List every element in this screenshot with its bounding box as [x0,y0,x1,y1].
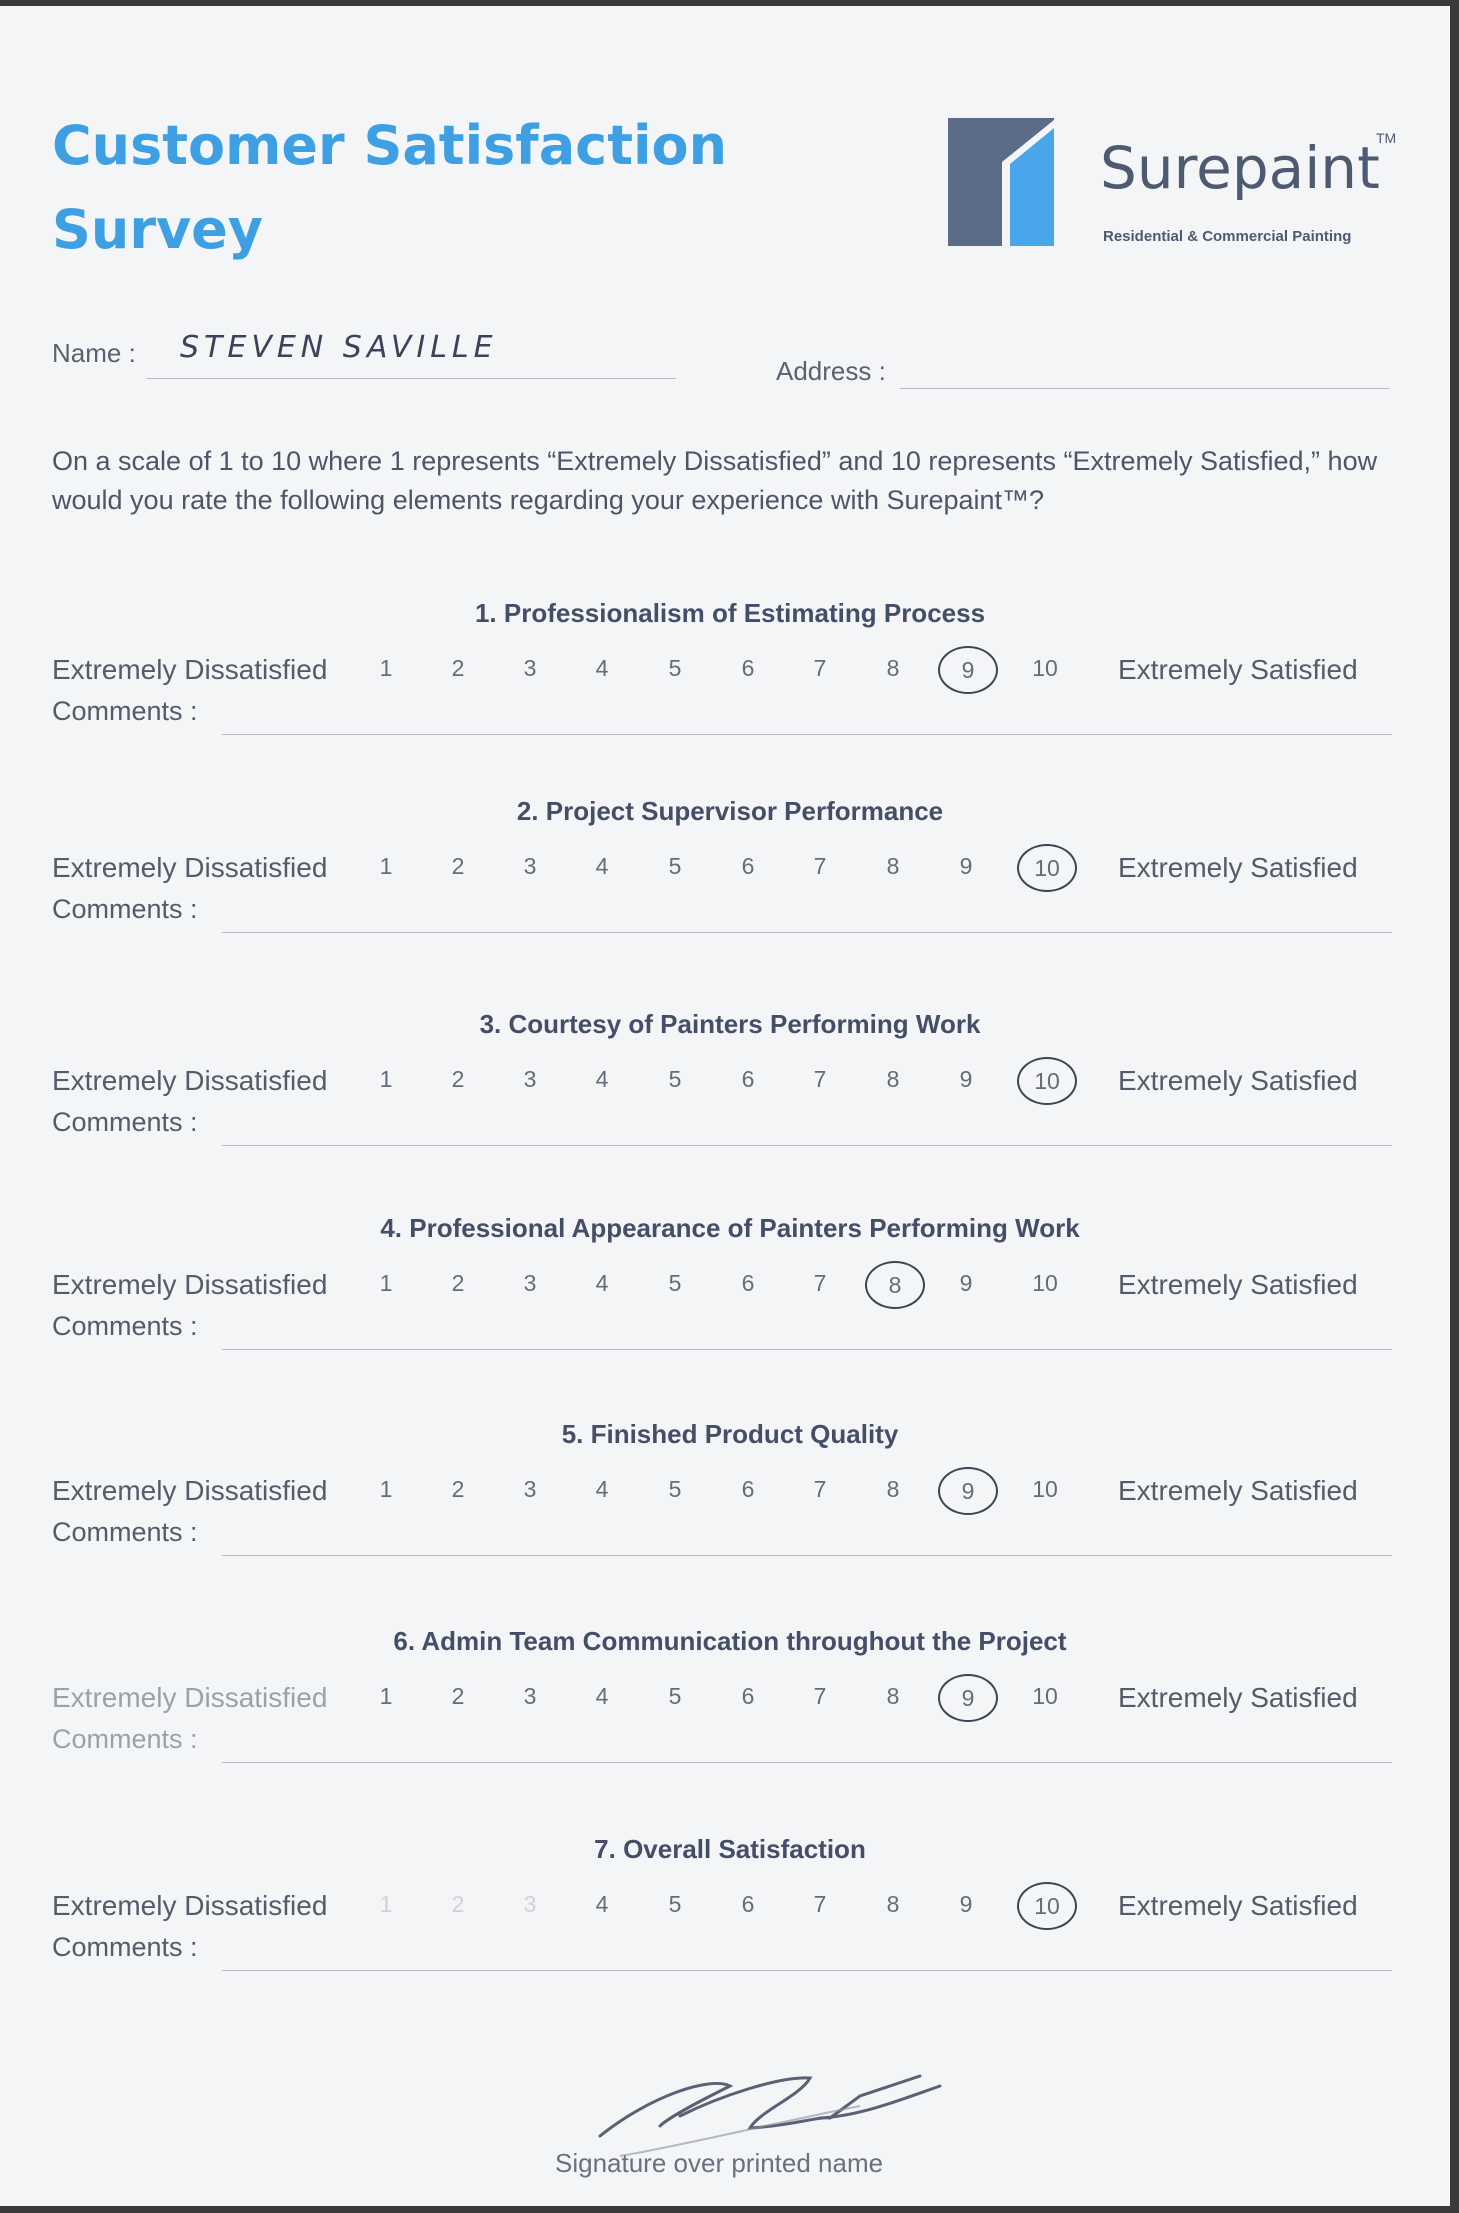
rating-option[interactable]: 4 [595,1066,609,1092]
rating-option-selected[interactable]: 10 [1017,1057,1077,1105]
comments-label: Comments : [52,1932,198,1962]
name-field-line [146,378,676,379]
rating-option[interactable]: 2 [451,1891,465,1917]
comments-field[interactable] [222,1349,1392,1350]
question-title: 6. Admin Team Communication throughout the Project [393,1626,1067,1656]
comments-label: Comments : [52,894,198,924]
rating-option[interactable]: 10 [1032,655,1058,681]
rating-option[interactable]: 2 [451,1066,465,1092]
rating-option[interactable]: 7 [813,853,827,879]
scale-left-label: Extremely Dissatisfied [52,852,328,883]
rating-option[interactable]: 6 [741,1891,755,1917]
rating-option[interactable]: 1 [379,1476,393,1502]
rating-option[interactable]: 5 [668,1683,682,1709]
rating-option-selected[interactable]: 9 [938,1674,998,1722]
rating-option-selected[interactable]: 9 [938,646,998,694]
rating-option[interactable]: 4 [595,1683,609,1709]
rating-option[interactable]: 1 [379,853,393,879]
name-value[interactable]: STEVEN SAVILLE [180,330,498,365]
question-title: 3. Courtesy of Painters Performing Work [479,1009,981,1039]
comments-field[interactable] [222,1145,1392,1146]
scale-right-label: Extremely Satisfied [1118,1475,1358,1506]
title-line-2: Survey [52,198,263,261]
rating-option-selected[interactable]: 9 [938,1467,998,1515]
comments-field[interactable] [222,1970,1392,1971]
rating-option-selected[interactable]: 10 [1017,1882,1077,1930]
survey-sheet [0,6,1450,2206]
comments-label: Comments : [52,1517,198,1547]
rating-option[interactable]: 1 [379,1270,393,1296]
question-title: 1. Professionalism of Estimating Process [474,598,986,628]
rating-option[interactable]: 3 [523,1476,537,1502]
rating-option[interactable]: 4 [595,1891,609,1917]
rating-option[interactable]: 3 [523,853,537,879]
rating-option[interactable]: 6 [741,655,755,681]
scale-right-label: Extremely Satisfied [1118,1682,1358,1713]
rating-option[interactable]: 3 [523,1066,537,1092]
scale-left-label: Extremely Dissatisfied [52,1475,328,1506]
rating-option-selected[interactable]: 10 [1017,844,1077,892]
address-field[interactable] [900,388,1390,389]
rating-option[interactable]: 9 [959,1066,973,1092]
rating-option[interactable]: 10 [1032,1683,1058,1709]
rating-option[interactable]: 9 [959,1891,973,1917]
surepaint-logo-icon [940,114,1062,250]
question-title: 5. Finished Product Quality [561,1419,899,1449]
rating-option[interactable]: 9 [959,853,973,879]
comments-label: Comments : [52,696,198,726]
rating-option[interactable]: 8 [886,1066,900,1092]
rating-option[interactable]: 7 [813,1683,827,1709]
rating-option[interactable]: 7 [813,655,827,681]
rating-option[interactable]: 7 [813,1066,827,1092]
rating-option[interactable]: 3 [523,1270,537,1296]
rating-option[interactable]: 4 [595,655,609,681]
rating-option[interactable]: 6 [741,1270,755,1296]
rating-option[interactable]: 9 [959,1270,973,1296]
brand-trademark: TM [1376,130,1397,146]
scale-left-label: Extremely Dissatisfied [52,1065,328,1096]
title-line-1: Customer Satisfaction [52,114,728,177]
comments-label: Comments : [52,1107,198,1137]
question-title: 4. Professional Appearance of Painters Performing Work [380,1213,1080,1243]
rating-option[interactable]: 8 [886,853,900,879]
rating-option[interactable]: 3 [523,1683,537,1709]
rating-option[interactable]: 2 [451,1476,465,1502]
rating-option[interactable]: 1 [379,1683,393,1709]
scale-right-label: Extremely Satisfied [1118,1269,1358,1300]
question-title: 2. Project Supervisor Performance [516,796,944,826]
rating-option[interactable]: 8 [886,1476,900,1502]
brand-name: Surepaint [1100,134,1380,202]
rating-option[interactable]: 7 [813,1270,827,1296]
rating-option[interactable]: 1 [379,1066,393,1092]
scale-left-label: Extremely Dissatisfied [52,654,328,685]
comments-field[interactable] [222,734,1392,735]
survey-intro: On a scale of 1 to 10 where 1 represents “Extremely Dissatisfied” and 10 represents “Extremely Satisfied,” how would you rate the following elements regarding your experience with Surepaint™? [52,446,1378,515]
comments-field[interactable] [222,1762,1392,1763]
rating-option[interactable]: 6 [741,853,755,879]
rating-option[interactable]: 8 [886,1891,900,1917]
comments-label: Comments : [52,1311,198,1341]
rating-option[interactable]: 3 [523,655,537,681]
rating-option[interactable]: 5 [668,1476,682,1502]
rating-option[interactable]: 7 [813,1476,827,1502]
comments-field[interactable] [222,1555,1392,1556]
rating-option[interactable]: 2 [451,1270,465,1296]
scale-right-label: Extremely Satisfied [1118,654,1358,685]
rating-option[interactable]: 5 [668,655,682,681]
rating-option[interactable]: 4 [595,853,609,879]
scale-left-label: Extremely Dissatisfied [52,1682,328,1713]
comments-field[interactable] [222,932,1392,933]
scale-right-label: Extremely Satisfied [1118,852,1358,883]
rating-option[interactable]: 3 [523,1891,537,1917]
scale-right-label: Extremely Satisfied [1118,1890,1358,1921]
rating-option[interactable]: 8 [886,1683,900,1709]
scale-right-label: Extremely Satisfied [1118,1065,1358,1096]
name-label: Name : [52,338,136,368]
brand-tagline: Residential & Commercial Painting [1103,228,1352,245]
survey-title [52,104,727,272]
rating-option[interactable]: 2 [451,655,465,681]
rating-option[interactable]: 10 [1032,1476,1058,1502]
rating-option[interactable]: 6 [741,1683,755,1709]
rating-option-selected[interactable]: 8 [865,1261,925,1309]
scale-left-label: Extremely Dissatisfied [52,1890,328,1921]
rating-option[interactable]: 5 [668,1891,682,1917]
rating-option[interactable]: 2 [451,853,465,879]
question-title: 7. Overall Satisfaction [594,1834,866,1864]
comments-label: Comments : [52,1724,198,1754]
rating-option[interactable]: 6 [741,1476,755,1502]
address-label: Address : [776,356,886,386]
rating-option[interactable]: 4 [595,1476,609,1502]
scale-left-label: Extremely Dissatisfied [52,1269,328,1300]
rating-option[interactable]: 5 [668,1066,682,1092]
rating-option[interactable]: 1 [379,655,393,681]
rating-option[interactable]: 8 [886,655,900,681]
rating-option[interactable]: 5 [668,1270,682,1296]
rating-option[interactable]: 4 [595,1270,609,1296]
rating-option[interactable]: 5 [668,853,682,879]
signature-caption: Signature over printed name [555,2148,884,2178]
rating-option[interactable]: 10 [1032,1270,1058,1296]
rating-option[interactable]: 2 [451,1683,465,1709]
rating-option[interactable]: 7 [813,1891,827,1917]
rating-option[interactable]: 1 [379,1891,393,1917]
rating-option[interactable]: 6 [741,1066,755,1092]
